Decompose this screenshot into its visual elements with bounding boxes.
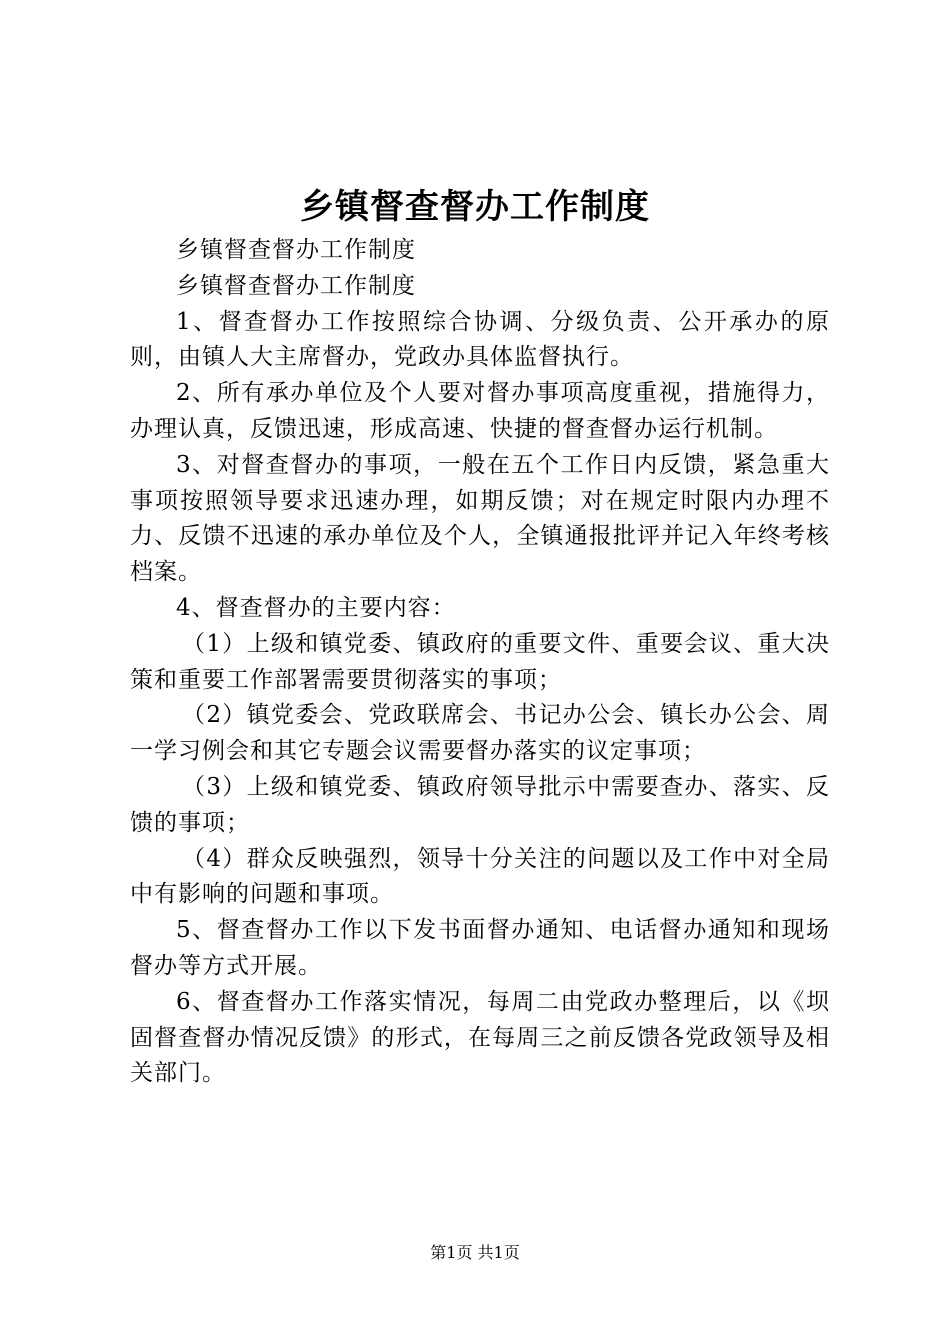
paragraph: 4、督查督办的主要内容： [176, 594, 456, 621]
paragraph: 6、督查督办工作落实情况，每周二由党政办整理后，以《坝固督查督办情况反馈》的形式，在每周三之前反馈各党政领导及相关部门。 [130, 988, 830, 1087]
list-item: （2）镇党委会、党政联席会、书记办公会、镇长办公会、周一学习例会和其它专题会议需要督办落实的议定事项； [130, 702, 830, 765]
paragraph: 乡镇督查督办工作制度 [176, 237, 416, 263]
paragraph: 2、所有承办单位及个人要对督办事项高度重视，措施得力，办理认真，反馈迅速，形成高速、快捷的督查督办运行机制。 [130, 380, 830, 442]
list-item: （4）群众反映强烈，领导十分关注的问题以及工作中对全局中有影响的问题和事项。 [130, 845, 830, 908]
page-footer: 第1页 共1页 [430, 1243, 520, 1262]
paragraph: 乡镇督查督办工作制度 [176, 272, 416, 299]
page-title: 乡镇督查督办工作制度 [300, 187, 650, 227]
document-body [130, 233, 830, 1092]
paragraph: 1、督查督办工作按照综合协调、分级负责、公开承办的原则，由镇人大主席督办，党政办具体监督执行。 [130, 308, 830, 371]
list-item: （1）上级和镇党委、镇政府的重要文件、重要会议、重大决策和重要工作部署需要贯彻落实的事项； [130, 630, 830, 693]
list-item: （3）上级和镇党委、镇政府领导批示中需要查办、落实、反馈的事项； [130, 773, 830, 836]
paragraph: 3、对督查督办的事项，一般在五个工作日内反馈，紧急重大事项按照领导要求迅速办理，如期反馈；对在规定时限内办理不力、反馈不迅速的承办单位及个人，全镇通报批评并记入年终考核档案。 [130, 451, 830, 586]
paragraph: 5、督查督办工作以下发书面督办通知、电话督办通知和现场督办等方式开展。 [130, 917, 830, 979]
